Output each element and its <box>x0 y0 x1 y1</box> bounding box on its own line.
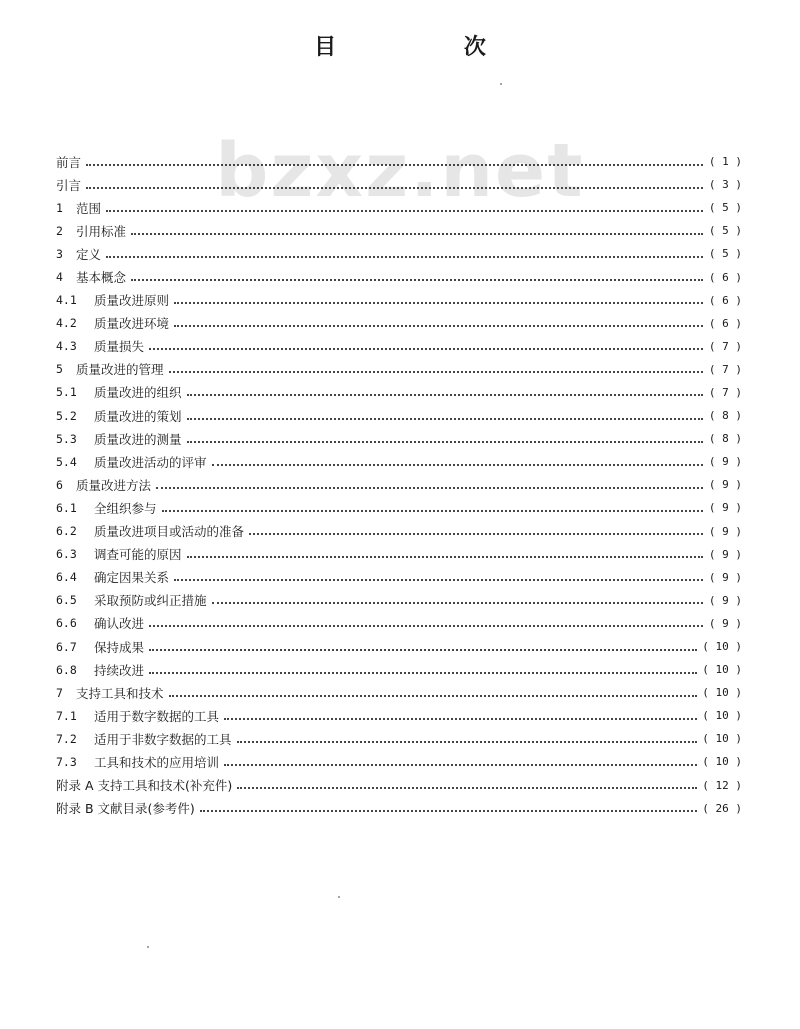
toc-dot-leader <box>169 695 698 697</box>
toc-dot-leader <box>237 741 698 743</box>
toc-entry-page: ( 10 ) <box>702 640 742 654</box>
toc-entry[interactable] <box>56 150 742 173</box>
toc-entry-number: 5.3 <box>56 431 77 446</box>
toc-entry[interactable] <box>56 727 742 750</box>
toc-entry-page: ( 8 ) <box>708 409 742 423</box>
toc-entry-number: 5 <box>56 362 63 377</box>
toc-entry-number: 4.1 <box>56 293 77 308</box>
toc-entry[interactable] <box>56 335 742 358</box>
toc-entry-number: 6.1 <box>56 500 77 515</box>
toc-entry[interactable] <box>56 612 742 635</box>
toc-entry-label: 前言 <box>56 154 82 170</box>
toc-entry-page: ( 9 ) <box>708 501 742 515</box>
toc-dot-leader <box>131 233 703 235</box>
toc-entry[interactable] <box>56 450 742 473</box>
page-title: 目 次 <box>314 35 546 60</box>
toc-entry[interactable] <box>56 635 742 658</box>
toc-entry[interactable] <box>56 196 742 219</box>
toc-entry-page: ( 7 ) <box>708 339 742 353</box>
toc-entry-number: 6.8 <box>56 662 77 677</box>
toc-dot-leader <box>187 394 703 396</box>
toc-dot-leader <box>106 256 703 258</box>
toc-entry[interactable] <box>56 219 742 242</box>
toc-entry-label: 支持工具和技术 <box>76 685 164 701</box>
toc-entry-page: ( 6 ) <box>708 316 742 330</box>
toc-entry-label: 质量改进的管理 <box>76 362 164 378</box>
toc-dot-leader <box>187 418 703 420</box>
toc-dot-leader <box>187 556 703 558</box>
toc-entry-label: 持续改进 <box>94 662 145 678</box>
toc-dot-leader <box>224 718 697 720</box>
toc-dot-leader <box>106 210 703 212</box>
toc-entry-number: 6.4 <box>56 570 77 585</box>
toc-entry-page: ( 6 ) <box>708 293 742 307</box>
toc-dot-leader <box>174 325 703 327</box>
toc-dot-leader <box>212 602 703 604</box>
toc-entry-page: ( 1 ) <box>708 155 742 169</box>
toc-entry-number: 7.3 <box>56 754 77 769</box>
toc-entry-label: 质量损失 <box>94 339 145 355</box>
toc-entry-label: 确认改进 <box>94 616 145 632</box>
toc-entry-page: ( 5 ) <box>708 224 742 238</box>
toc-entry-label: 确定因果关系 <box>94 570 170 586</box>
toc-entry-label: 引用标准 <box>76 223 127 239</box>
toc-entry-label: 质量改进项目或活动的准备 <box>94 524 245 540</box>
toc-entry-label: 质量改进原则 <box>94 293 170 309</box>
toc-entry-label: 质量改进活动的评审 <box>94 454 207 470</box>
toc-entry-number: 4 <box>56 270 63 285</box>
toc-entry[interactable] <box>56 774 742 797</box>
toc-dot-leader <box>249 533 703 535</box>
toc-entry-label: 基本概念 <box>76 270 127 286</box>
toc-entry-label: 采取预防或纠正措施 <box>94 593 207 609</box>
toc-entry-number: 1 <box>56 200 63 215</box>
toc-dot-leader <box>174 579 703 581</box>
toc-entry-page: ( 9 ) <box>708 593 742 607</box>
toc-entry[interactable] <box>56 704 742 727</box>
toc-entry-label: 范围 <box>76 200 102 216</box>
toc-entry-number: 6 <box>56 477 63 492</box>
toc-entry-label: 全组织参与 <box>94 500 157 516</box>
toc-entry-page: ( 6 ) <box>708 270 742 284</box>
toc-entry-page: ( 10 ) <box>702 755 742 769</box>
toc-dot-leader <box>149 625 703 627</box>
toc-entry[interactable] <box>56 473 742 496</box>
toc-entry-page: ( 9 ) <box>708 455 742 469</box>
toc-entry-page: ( 7 ) <box>708 362 742 376</box>
toc-entry-label: 质量改进的组织 <box>94 385 182 401</box>
toc-entry-number: 2 <box>56 223 63 238</box>
toc-entry-page: ( 12 ) <box>702 778 742 792</box>
watermark-logo: bzxz.net <box>215 128 585 214</box>
toc-entry[interactable] <box>56 173 742 196</box>
toc-entry[interactable] <box>56 543 742 566</box>
toc-entry-number: 6.3 <box>56 547 77 562</box>
toc-entry-page: ( 5 ) <box>708 247 742 261</box>
toc-entry-number: 6.6 <box>56 616 77 631</box>
toc-dot-leader <box>162 510 703 512</box>
toc-entry-number: 7 <box>56 685 63 700</box>
toc-entry[interactable] <box>56 265 742 288</box>
toc-entry-label: 引言 <box>56 177 82 193</box>
toc-entry-label: 附录 A 支持工具和技术(补充件) <box>56 778 233 794</box>
toc-dot-leader <box>237 787 697 789</box>
toc-entry-page: ( 5 ) <box>708 201 742 215</box>
toc-entry[interactable] <box>56 750 742 773</box>
toc-dot-leader <box>200 810 697 812</box>
toc-entry-label: 适用于数字数据的工具 <box>94 708 220 724</box>
toc-dot-leader <box>169 371 703 373</box>
toc-entry-label: 保持成果 <box>94 639 145 655</box>
toc-entry-label: 质量改进的测量 <box>94 431 182 447</box>
toc-entry-label: 附录 B 文献目录(参考件) <box>56 801 195 817</box>
toc-dot-leader <box>174 302 703 304</box>
toc-entry[interactable] <box>56 427 742 450</box>
toc-entry[interactable] <box>56 566 742 589</box>
toc-entry-page: ( 7 ) <box>708 385 742 399</box>
toc-entry-page: ( 9 ) <box>708 570 742 584</box>
toc-entry-number: 5.2 <box>56 408 77 423</box>
toc-entry-number: 7.1 <box>56 708 77 723</box>
toc-entry-number: 5.4 <box>56 454 77 469</box>
toc-entry-page: ( 9 ) <box>708 478 742 492</box>
toc-entry-label: 定义 <box>76 246 102 262</box>
toc-dot-leader <box>224 764 697 766</box>
toc-entry-page: ( 9 ) <box>708 547 742 561</box>
toc-entry-label: 适用于非数字数据的工具 <box>94 731 232 747</box>
scan-speck <box>147 946 149 948</box>
toc-entry-number: 4.2 <box>56 316 77 331</box>
toc-entry-label: 质量改进环境 <box>94 316 170 332</box>
toc-entry-number: 4.3 <box>56 339 77 354</box>
toc-entry[interactable] <box>56 589 742 612</box>
toc-dot-leader <box>131 279 703 281</box>
toc-entry-number: 5.1 <box>56 385 77 400</box>
toc-entry-label: 调查可能的原因 <box>94 547 182 563</box>
toc-entry-number: 6.2 <box>56 524 77 539</box>
toc-entry-number: 7.2 <box>56 731 77 746</box>
toc-entry-page: ( 10 ) <box>702 709 742 723</box>
toc-entry[interactable] <box>56 681 742 704</box>
toc-entry[interactable] <box>56 312 742 335</box>
scan-speck <box>338 896 340 898</box>
toc-entry-page: ( 10 ) <box>702 732 742 746</box>
toc-dot-leader <box>86 187 703 189</box>
toc-entry-page: ( 8 ) <box>708 432 742 446</box>
toc-entry[interactable] <box>56 242 742 265</box>
toc-entry[interactable] <box>56 358 742 381</box>
toc-dot-leader <box>156 487 703 489</box>
toc-entry-page: ( 10 ) <box>702 663 742 677</box>
toc-dot-leader <box>187 441 703 443</box>
toc-entry-label: 质量改进方法 <box>76 477 152 493</box>
toc-entry[interactable] <box>56 658 742 681</box>
toc-entry[interactable] <box>56 797 742 820</box>
toc-dot-leader <box>86 164 703 166</box>
toc-dot-leader <box>149 649 697 651</box>
toc-entry[interactable] <box>56 289 742 312</box>
toc-dot-leader <box>149 672 697 674</box>
toc-entry-page: ( 10 ) <box>702 686 742 700</box>
toc-entry-page: ( 3 ) <box>708 178 742 192</box>
toc-entry-label: 质量改进的策划 <box>94 408 182 424</box>
toc-entry-number: 3 <box>56 246 63 261</box>
toc-dot-leader <box>149 348 703 350</box>
toc-entry-page: ( 9 ) <box>708 524 742 538</box>
toc-entry-page: ( 9 ) <box>708 616 742 630</box>
toc-dot-leader <box>212 464 703 466</box>
toc-entry[interactable] <box>56 520 742 543</box>
toc-entry[interactable] <box>56 404 742 427</box>
toc-entry-number: 6.5 <box>56 593 77 608</box>
table-of-contents <box>56 150 742 820</box>
toc-entry-page: ( 26 ) <box>702 801 742 815</box>
toc-entry-label: 工具和技术的应用培训 <box>94 754 220 770</box>
scan-speck <box>500 83 502 85</box>
toc-entry[interactable] <box>56 496 742 519</box>
toc-entry-number: 6.7 <box>56 639 77 654</box>
toc-entry[interactable] <box>56 381 742 404</box>
